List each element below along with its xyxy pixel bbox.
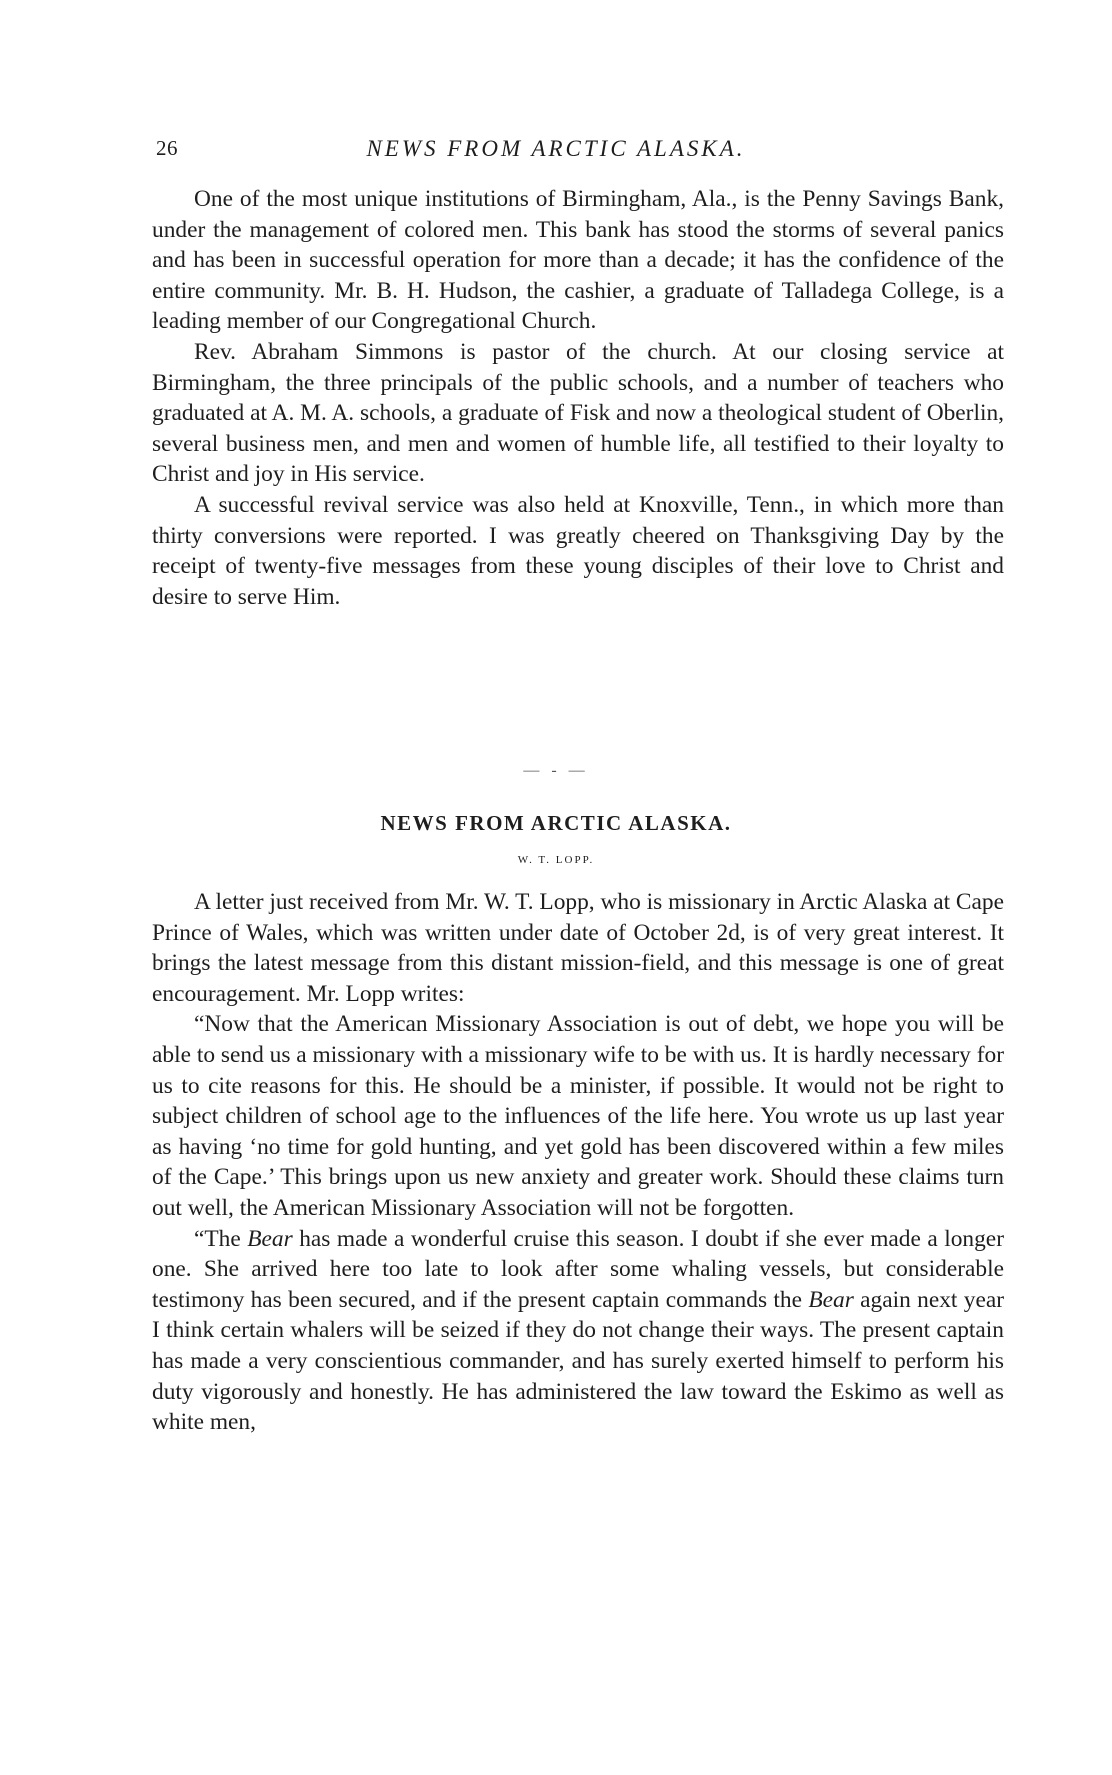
running-head: NEWS FROM ARCTIC ALASKA. bbox=[366, 136, 746, 161]
paragraph: A letter just received from Mr. W. T. Lopp, who is missionary in Arctic Alaska at Cape Prince of Wales, which was written under date of October 2d, is of very great interest. It brings the latest message from this distant mission-field, and this message is one of great encouragement. Mr. Lopp writes: bbox=[152, 889, 1004, 1007]
paragraph: Rev. Abraham Simmons is pastor of the church. At our closing service at Birmingham, the three principals of the public schools, and a number of teachers who graduated at A. M. A. schools, a graduate of Fisk and now a theological student of Oberlin, several business men, and men and women of humble life, all testified to their loyalty to Christ and joy in His service. bbox=[152, 338, 1004, 488]
paragraph: One of the most unique institutions of Birmingham, Ala., is the Penny Savings Bank, under the management of colored men. This bank has stood the storms of several panics and has been in successful operation for more than a decade; it has the confidence of the entire community. Mr. B. H. Hudson, the cashier, a graduate of Talladega College, is a leading member of our Congregational Church. bbox=[152, 186, 1004, 335]
ship-name-italic: Bear bbox=[808, 1286, 854, 1313]
page-number: 26 bbox=[156, 136, 178, 160]
article-body bbox=[152, 887, 1004, 1438]
text-run: has made a wonderful cruise this season. I doubt if she ever made a longer one. She arrived here too late to look after some whaling vessels, but considerable testimony has been secured, and if the present captain commands the bbox=[152, 1225, 1004, 1313]
paragraph: “Now that the American Missionary Association is out of debt, we hope you will be able to send us a missionary with a missionary wife to be with us. It is hardly necessary for us to cite reasons for this. He should be a minister, if possible. It would not be right to subject children of school age to the influences of the life here. You wrote us up last year as having ‘no time for gold hunting, and yet gold has been discovered within a few miles of the Cape.’ This brings upon us new anxiety and greater work. Should these claims turn out well, the American Missionary Association will not be forgotten. bbox=[152, 1011, 1004, 1221]
section-separator: — - — bbox=[523, 762, 589, 779]
preceding-article-body bbox=[152, 184, 1004, 612]
article-title: NEWS FROM ARCTIC ALASKA. bbox=[380, 811, 732, 835]
article-byline: W. T. LOPP. bbox=[517, 854, 595, 866]
text-run: “The bbox=[194, 1225, 248, 1252]
text-run: again next year I think certain whalers will be seized if they do not change their ways. The present captain has made a very conscientious commander, and has surely exerted himself to perform his duty vigorously and honestly. He has administered the law toward the Eskimo as well as white men, bbox=[152, 1286, 1005, 1436]
paragraph: A successful revival service was also held at Knoxville, Tenn., in which more than thirty conversions were reported. I was greatly cheered on Thanksgiving Day by the receipt of twenty-five messages from these young disciples of their love to Christ and desire to serve Him. bbox=[152, 491, 1004, 610]
ship-name-italic: Bear bbox=[247, 1225, 293, 1252]
paragraph bbox=[152, 1224, 1004, 1438]
